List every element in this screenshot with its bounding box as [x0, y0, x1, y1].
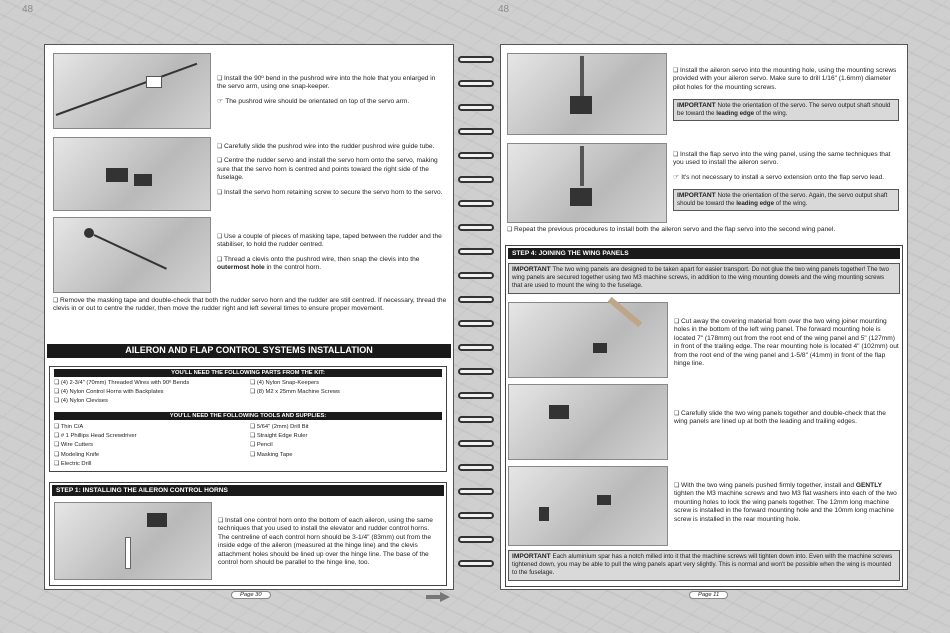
photo-aileron-control-horn [54, 502, 212, 580]
tool-item: ❑ Pencil [250, 441, 440, 450]
important-note-4 [508, 550, 900, 581]
step1-box [49, 482, 447, 586]
left-corner-number: 48 [22, 4, 34, 15]
binding-coil [458, 464, 494, 471]
repeat-step: ❑ Repeat the previous procedures to install both the aileron servo and the flap servo into the second wing panel. [507, 226, 903, 234]
photo-rudder-clevis [53, 217, 211, 293]
binding-coil [458, 368, 494, 375]
photo-slide-panels [508, 384, 668, 460]
photo-aileron-servo [507, 53, 667, 135]
binding-coil [458, 80, 494, 87]
block1-text [217, 75, 445, 112]
binding-coil [458, 344, 494, 351]
block2-text [217, 143, 445, 203]
binding-coil [458, 104, 494, 111]
binding-coil [458, 440, 494, 447]
tool-item: ❑ Thin C/A [54, 423, 254, 432]
important-bold: leading edge [736, 200, 775, 208]
binding-coil [458, 488, 494, 495]
important-end: of the wing. [775, 200, 808, 208]
tool-item: ❑ # 1 Phillips Head Screwdriver [54, 432, 254, 441]
important-label: IMPORTANT [677, 102, 716, 109]
important-bold: leading edge [716, 110, 755, 118]
important-text: Each aluminium spar has a notch milled into it that the machine screws will tighten down into. Even with the machine screws tightened down, you may be able to pull the wing panels apart very slightly. This is normal and won't be possible when the wing is mounted to the fuselage. [512, 553, 893, 577]
important-label: IMPORTANT [677, 192, 716, 199]
block3-text [217, 233, 445, 279]
photo-flap-servo [507, 143, 667, 223]
tool-item: ❑ Electric Drill [54, 460, 254, 469]
next-page-arrow-icon [426, 592, 450, 602]
photo-cut-covering [508, 302, 668, 378]
binding-coil [458, 560, 494, 567]
binding-coil [458, 224, 494, 231]
photo-machine-screws [508, 466, 668, 546]
left-page [44, 44, 454, 598]
block2-step3: ❑ Install the servo horn retaining screw to secure the servo horn to the servo. [217, 189, 445, 197]
block2-step1: ❑ Carefully slide the pushrod wire into the rudder pushrod wire guide tube. [217, 143, 445, 151]
important-text: Note the orientation of the servo. The servo output shaft should be toward the [677, 102, 891, 118]
block3-step2-end: in the control horn. [266, 264, 322, 272]
machine-screws-step [674, 482, 900, 524]
important-note-2 [673, 189, 899, 211]
tool-item: ❑ Wire Cutters [54, 441, 254, 450]
tool-item: ❑ 5/64" (2mm) Drill Bit [250, 423, 440, 432]
binding-coil [458, 416, 494, 423]
binding-coil [458, 320, 494, 327]
slide-panels-step: ❑ Carefully slide the two wing panels together and double-check that the wing panels are lined up at both the leading and trailing edges. [674, 410, 900, 427]
servo2-note: ☞ It's not necessary to install a servo extension onto the flap servo lead. [673, 174, 899, 182]
binding-coil [458, 296, 494, 303]
important-text: The two wing panels are designed to be taken apart for easier transport. Do not glue the two wing panels together! The two wing panels are secured together using two M3 machine screws, in addition to the wing mounting dowels and the wing mounting screws that are used to mount the wing to the fuselage. [512, 266, 889, 290]
machine-screws-bold: GENTLY [855, 482, 883, 489]
part-item: ❑ (4) 2-3/4" (70mm) Threaded Wires with 90º Bends [54, 379, 254, 388]
block3-step1: ❑ Use a couple of pieces of masking tape, taped between the rudder and the stabiliser, to hold the rudder centred. [217, 233, 445, 250]
part-item: ❑ (8) M2 x 25mm Machine Screws [250, 388, 440, 397]
right-page-number: Page 11 [689, 591, 728, 599]
machine-screws-end: tighten the M3 machine screws and two M3 flat washers into each of the two mounting holes to lock the wing panels together. The 12mm long machine screw is installed in the forward mounting hole and the 10mm long machine screw is installed in the rear mounting hole. [674, 490, 897, 523]
binding-coil [458, 200, 494, 207]
block3-step2-text: Thread a clevis onto the pushrod wire, then snap the clevis into the [224, 255, 420, 263]
binding-coil [458, 128, 494, 135]
block1-note: ☞ The pushrod wire should be orientated on top of the servo arm. [217, 98, 445, 106]
tool-item: ❑ Modeling Knife [54, 451, 254, 460]
left-page-number: Page 30 [231, 591, 271, 599]
part-item: ❑ (4) Nylon Snap-Keepers [250, 379, 440, 388]
step4-title: STEP 4: JOINING THE WING PANELS [508, 248, 900, 259]
servo2-step: ❑ Install the flap servo into the wing panel, using the same techniques that you used to install the aileron servo. [673, 151, 899, 168]
binding-coil [458, 272, 494, 279]
tool-item: ❑ Masking Tape [250, 451, 440, 460]
parts-tools-box [49, 366, 447, 472]
step4-box [505, 245, 903, 587]
step1-title: STEP 1: INSTALLING THE AILERON CONTROL HORNS [52, 485, 444, 496]
remove-tape-step: ❑ Remove the masking tape and double-check that both the rudder servo horn and the rudder are still centred. If necessary, thread the clevis in or out to centre the rudder, then move the rudder right and left several times to ensure proper movement. [53, 297, 447, 314]
machine-screws-text: With the two wing panels pushed firmly together, install and [681, 482, 855, 489]
important-text: Note the orientation of the servo. Again, the servo output shaft should be toward the [677, 192, 888, 208]
right-page [500, 44, 908, 598]
binding-coil [458, 512, 494, 519]
important-end: of the wing. [755, 110, 788, 118]
block2-step2: ❑ Centre the rudder servo and install the servo horn onto the servo, making sure that the servo horn is centred and points toward the right side of the fuselage. [217, 157, 445, 182]
important-label: IMPORTANT [512, 266, 551, 273]
block3-step2 [217, 256, 445, 273]
tool-item: ❑ Straight Edge Ruler [250, 432, 440, 441]
binding-coil [458, 176, 494, 183]
important-note-1 [673, 99, 899, 121]
important-label: IMPORTANT [512, 553, 551, 560]
right-corner-number: 48 [498, 4, 510, 15]
block1-step1: ❑ Install the 90º bend in the pushrod wire into the hole that you enlarged in the servo arm, using one snap-keeper. [217, 75, 445, 92]
servo2-text [673, 151, 899, 188]
binding-coil [458, 248, 494, 255]
part-item: ❑ (4) Nylon Control Horns with Backplates [54, 388, 254, 397]
parts-list-right [250, 379, 440, 397]
parts-list-left [54, 379, 254, 407]
parts-header: YOU'LL NEED THE FOLLOWING PARTS FROM THE KIT: [54, 369, 442, 377]
binding-coil [458, 392, 494, 399]
tools-list-left [54, 423, 254, 469]
binding-coil [458, 536, 494, 543]
photo-pushrod-servo-arm [53, 53, 211, 129]
photo-rudder-servo [53, 137, 211, 211]
cut-covering-step: ❑ Cut away the covering material from over the two wing joiner mounting holes in the bottom of the left wing panel. The forward mounting hole is located 7" (178mm) out from the root end of the wing panel and 5" (127mm) in front of the trailing edge. The rear mounting hole is located 4" (102mm) out from the root end of the wing panel and 1-5/8" (41mm) in front of the flap hinge line. [674, 318, 900, 368]
binding-coil [458, 152, 494, 159]
tools-list-right [250, 423, 440, 460]
tools-header: YOU'LL NEED THE FOLLOWING TOOLS AND SUPPLIES: [54, 412, 442, 420]
important-note-3 [508, 263, 900, 294]
part-item: ❑ (4) Nylon Clevises [54, 397, 254, 406]
block3-step2-bold: outermost hole [217, 264, 265, 272]
section-title: AILERON AND FLAP CONTROL SYSTEMS INSTALLATION [47, 344, 451, 358]
servo1-text: ❑ Install the aileron servo into the mounting hole, using the mounting screws provided with your aileron servo. Make sure to drill 1/16" (1.6mm) diameter pilot holes for the mounting screws. [673, 67, 899, 92]
binding-coil [458, 56, 494, 63]
step1-text: ❑ Install one control horn onto the bottom of each aileron, using the same techniques that you used to install the elevator and rudder control horns. The centreline of each control horn should be 3-1/4" (83mm) out from the inside edge of the aileron (measured at the hinge line) and the clevis attachment holes should be lined up over the hinge line. The base of the control horn should be parallel to the hinge line, too. [218, 517, 440, 567]
